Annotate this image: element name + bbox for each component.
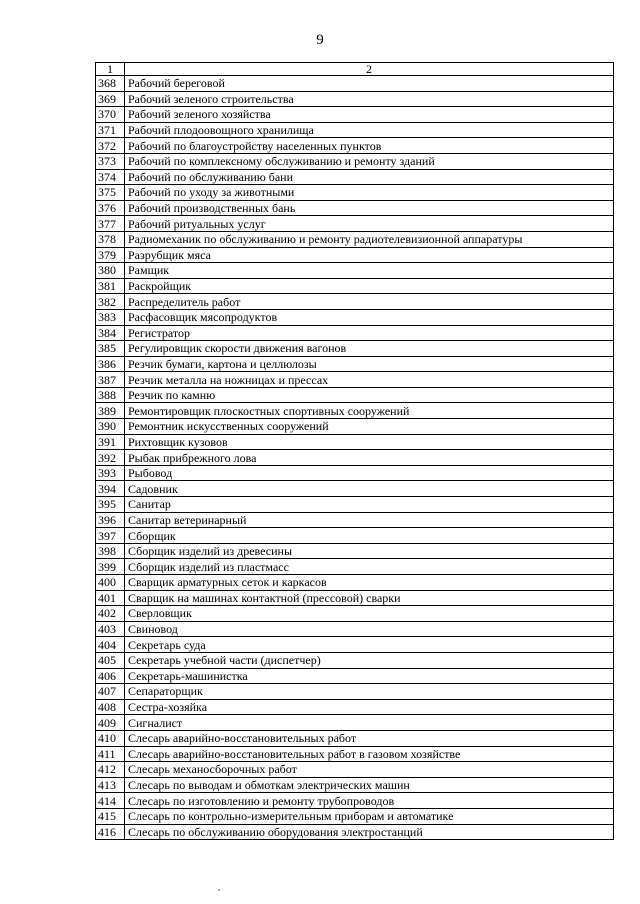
row-number: 374 (96, 169, 125, 185)
row-number: 412 (96, 762, 125, 778)
row-number: 407 (96, 684, 125, 700)
table-row (96, 512, 614, 528)
row-number: 409 (96, 715, 125, 731)
table-row (96, 434, 614, 450)
row-number: 369 (96, 91, 125, 107)
table-row (96, 637, 614, 653)
professions-table (95, 62, 614, 840)
table-row (96, 153, 614, 169)
table-row (96, 372, 614, 388)
profession-name: Сборщик (125, 528, 614, 544)
profession-name: Сварщик на машинах контактной (прессовой) сварки (125, 590, 614, 606)
row-number: 413 (96, 777, 125, 793)
profession-name: Ремонтник искусственных сооружений (125, 419, 614, 435)
table-row (96, 76, 614, 92)
table-row (96, 309, 614, 325)
profession-name: Сепараторщик (125, 684, 614, 700)
table-row (96, 793, 614, 809)
row-number: 410 (96, 730, 125, 746)
table-row (96, 91, 614, 107)
table-row (96, 575, 614, 591)
table-row (96, 590, 614, 606)
row-number: 388 (96, 387, 125, 403)
profession-name: Раскройщик (125, 278, 614, 294)
row-number: 387 (96, 372, 125, 388)
table-row (96, 824, 614, 840)
table-row (96, 122, 614, 138)
row-number: 381 (96, 278, 125, 294)
profession-name: Секретарь учебной части (диспетчер) (125, 652, 614, 668)
table-header-row (96, 63, 614, 76)
profession-name: Резчик бумаги, картона и целлюлозы (125, 356, 614, 372)
row-number: 391 (96, 434, 125, 450)
table-row (96, 497, 614, 513)
row-number: 392 (96, 450, 125, 466)
row-number: 383 (96, 309, 125, 325)
row-number: 408 (96, 699, 125, 715)
table-row (96, 200, 614, 216)
profession-name: Слесарь по выводам и обмоткам электрических машин (125, 777, 614, 793)
profession-name: Расфасовщик мясопродуктов (125, 309, 614, 325)
profession-name: Сборщик изделий из древесины (125, 543, 614, 559)
profession-name: Свиновод (125, 621, 614, 637)
table-row (96, 684, 614, 700)
row-number: 372 (96, 138, 125, 154)
page-number: 9 (316, 32, 324, 48)
profession-name: Сестра-хозяйка (125, 699, 614, 715)
profession-name: Рабочий зеленого хозяйства (125, 107, 614, 123)
row-number: 395 (96, 497, 125, 513)
table-row (96, 762, 614, 778)
profession-name: Рабочий производственных бань (125, 200, 614, 216)
profession-name: Слесарь механосборочных работ (125, 762, 614, 778)
row-number: 415 (96, 808, 125, 824)
column-header-number: 1 (96, 63, 125, 76)
row-number: 375 (96, 185, 125, 201)
table-row (96, 559, 614, 575)
row-number: 397 (96, 528, 125, 544)
row-number: 389 (96, 403, 125, 419)
table-row (96, 341, 614, 357)
row-number: 371 (96, 122, 125, 138)
profession-name: Регулировщик скорости движения вагонов (125, 341, 614, 357)
table-row (96, 699, 614, 715)
table-row (96, 777, 614, 793)
row-number: 393 (96, 465, 125, 481)
row-number: 385 (96, 341, 125, 357)
row-number: 376 (96, 200, 125, 216)
table-row (96, 185, 614, 201)
row-number: 382 (96, 294, 125, 310)
profession-name: Слесарь по изготовлению и ремонту трубопроводов (125, 793, 614, 809)
profession-name: Рыбак прибрежного лова (125, 450, 614, 466)
table-row (96, 138, 614, 154)
table-row (96, 808, 614, 824)
row-number: 394 (96, 481, 125, 497)
table-row (96, 528, 614, 544)
table-row (96, 543, 614, 559)
table-row (96, 481, 614, 497)
table-body (96, 63, 614, 840)
row-number: 379 (96, 247, 125, 263)
row-number: 370 (96, 107, 125, 123)
row-number: 396 (96, 512, 125, 528)
profession-name: Рабочий по уходу за животными (125, 185, 614, 201)
profession-name: Сварщик арматурных сеток и каркасов (125, 575, 614, 591)
table-row (96, 668, 614, 684)
row-number: 400 (96, 575, 125, 591)
row-number: 403 (96, 621, 125, 637)
profession-name: Разрубщик мяса (125, 247, 614, 263)
table-row (96, 231, 614, 247)
row-number: 404 (96, 637, 125, 653)
table-row (96, 278, 614, 294)
column-header-name: 2 (125, 63, 614, 76)
profession-name: Сборщик изделий из пластмасс (125, 559, 614, 575)
row-number: 398 (96, 543, 125, 559)
row-number: 384 (96, 325, 125, 341)
table-row (96, 715, 614, 731)
row-number: 373 (96, 153, 125, 169)
table-row (96, 606, 614, 622)
scan-speck (218, 889, 220, 891)
table-row (96, 325, 614, 341)
profession-name: Рабочий по благоустройству населенных пунктов (125, 138, 614, 154)
row-number: 386 (96, 356, 125, 372)
row-number: 377 (96, 216, 125, 232)
table-row (96, 746, 614, 762)
profession-name: Рихтовщик кузовов (125, 434, 614, 450)
row-number: 368 (96, 76, 125, 92)
table-row (96, 356, 614, 372)
table-row (96, 263, 614, 279)
row-number: 414 (96, 793, 125, 809)
table-row (96, 294, 614, 310)
profession-name: Слесарь аварийно-восстановительных работ в газовом хозяйстве (125, 746, 614, 762)
row-number: 405 (96, 652, 125, 668)
profession-name: Рабочий плодоовощного хранилища (125, 122, 614, 138)
profession-name: Рамщик (125, 263, 614, 279)
table-row (96, 450, 614, 466)
table-row (96, 652, 614, 668)
profession-name: Слесарь аварийно-восстановительных работ (125, 730, 614, 746)
profession-name: Рыбовод (125, 465, 614, 481)
table-row (96, 247, 614, 263)
profession-name: Санитар ветеринарный (125, 512, 614, 528)
profession-name: Рабочий по комплексному обслуживанию и ремонту зданий (125, 153, 614, 169)
profession-name: Садовник (125, 481, 614, 497)
profession-name: Сверловщик (125, 606, 614, 622)
row-number: 402 (96, 606, 125, 622)
row-number: 399 (96, 559, 125, 575)
profession-name: Сигналист (125, 715, 614, 731)
table-row (96, 387, 614, 403)
row-number: 380 (96, 263, 125, 279)
row-number: 416 (96, 824, 125, 840)
profession-name: Регистратор (125, 325, 614, 341)
row-number: 406 (96, 668, 125, 684)
table-row (96, 403, 614, 419)
table-row (96, 465, 614, 481)
table-row (96, 169, 614, 185)
table-row (96, 107, 614, 123)
profession-name: Слесарь по контрольно-измерительным приборам и автоматике (125, 808, 614, 824)
profession-name: Радиомеханик по обслуживанию и ремонту радиотелевизионной аппаратуры (125, 231, 614, 247)
profession-name: Распределитель работ (125, 294, 614, 310)
profession-name: Санитар (125, 497, 614, 513)
row-number: 378 (96, 231, 125, 247)
table-row (96, 621, 614, 637)
table-row (96, 730, 614, 746)
profession-name: Резчик металла на ножницах и прессах (125, 372, 614, 388)
profession-name: Секретарь-машинистка (125, 668, 614, 684)
profession-name: Рабочий по обслуживанию бани (125, 169, 614, 185)
profession-name: Ремонтировщик плоскостных спортивных сооружений (125, 403, 614, 419)
profession-name: Рабочий ритуальных услуг (125, 216, 614, 232)
profession-name: Слесарь по обслуживанию оборудования электростанций (125, 824, 614, 840)
profession-name: Рабочий зеленого строительства (125, 91, 614, 107)
table-row (96, 216, 614, 232)
profession-name: Рабочий береговой (125, 76, 614, 92)
profession-name: Резчик по камню (125, 387, 614, 403)
row-number: 411 (96, 746, 125, 762)
profession-name: Секретарь суда (125, 637, 614, 653)
table-row (96, 419, 614, 435)
row-number: 390 (96, 419, 125, 435)
row-number: 401 (96, 590, 125, 606)
